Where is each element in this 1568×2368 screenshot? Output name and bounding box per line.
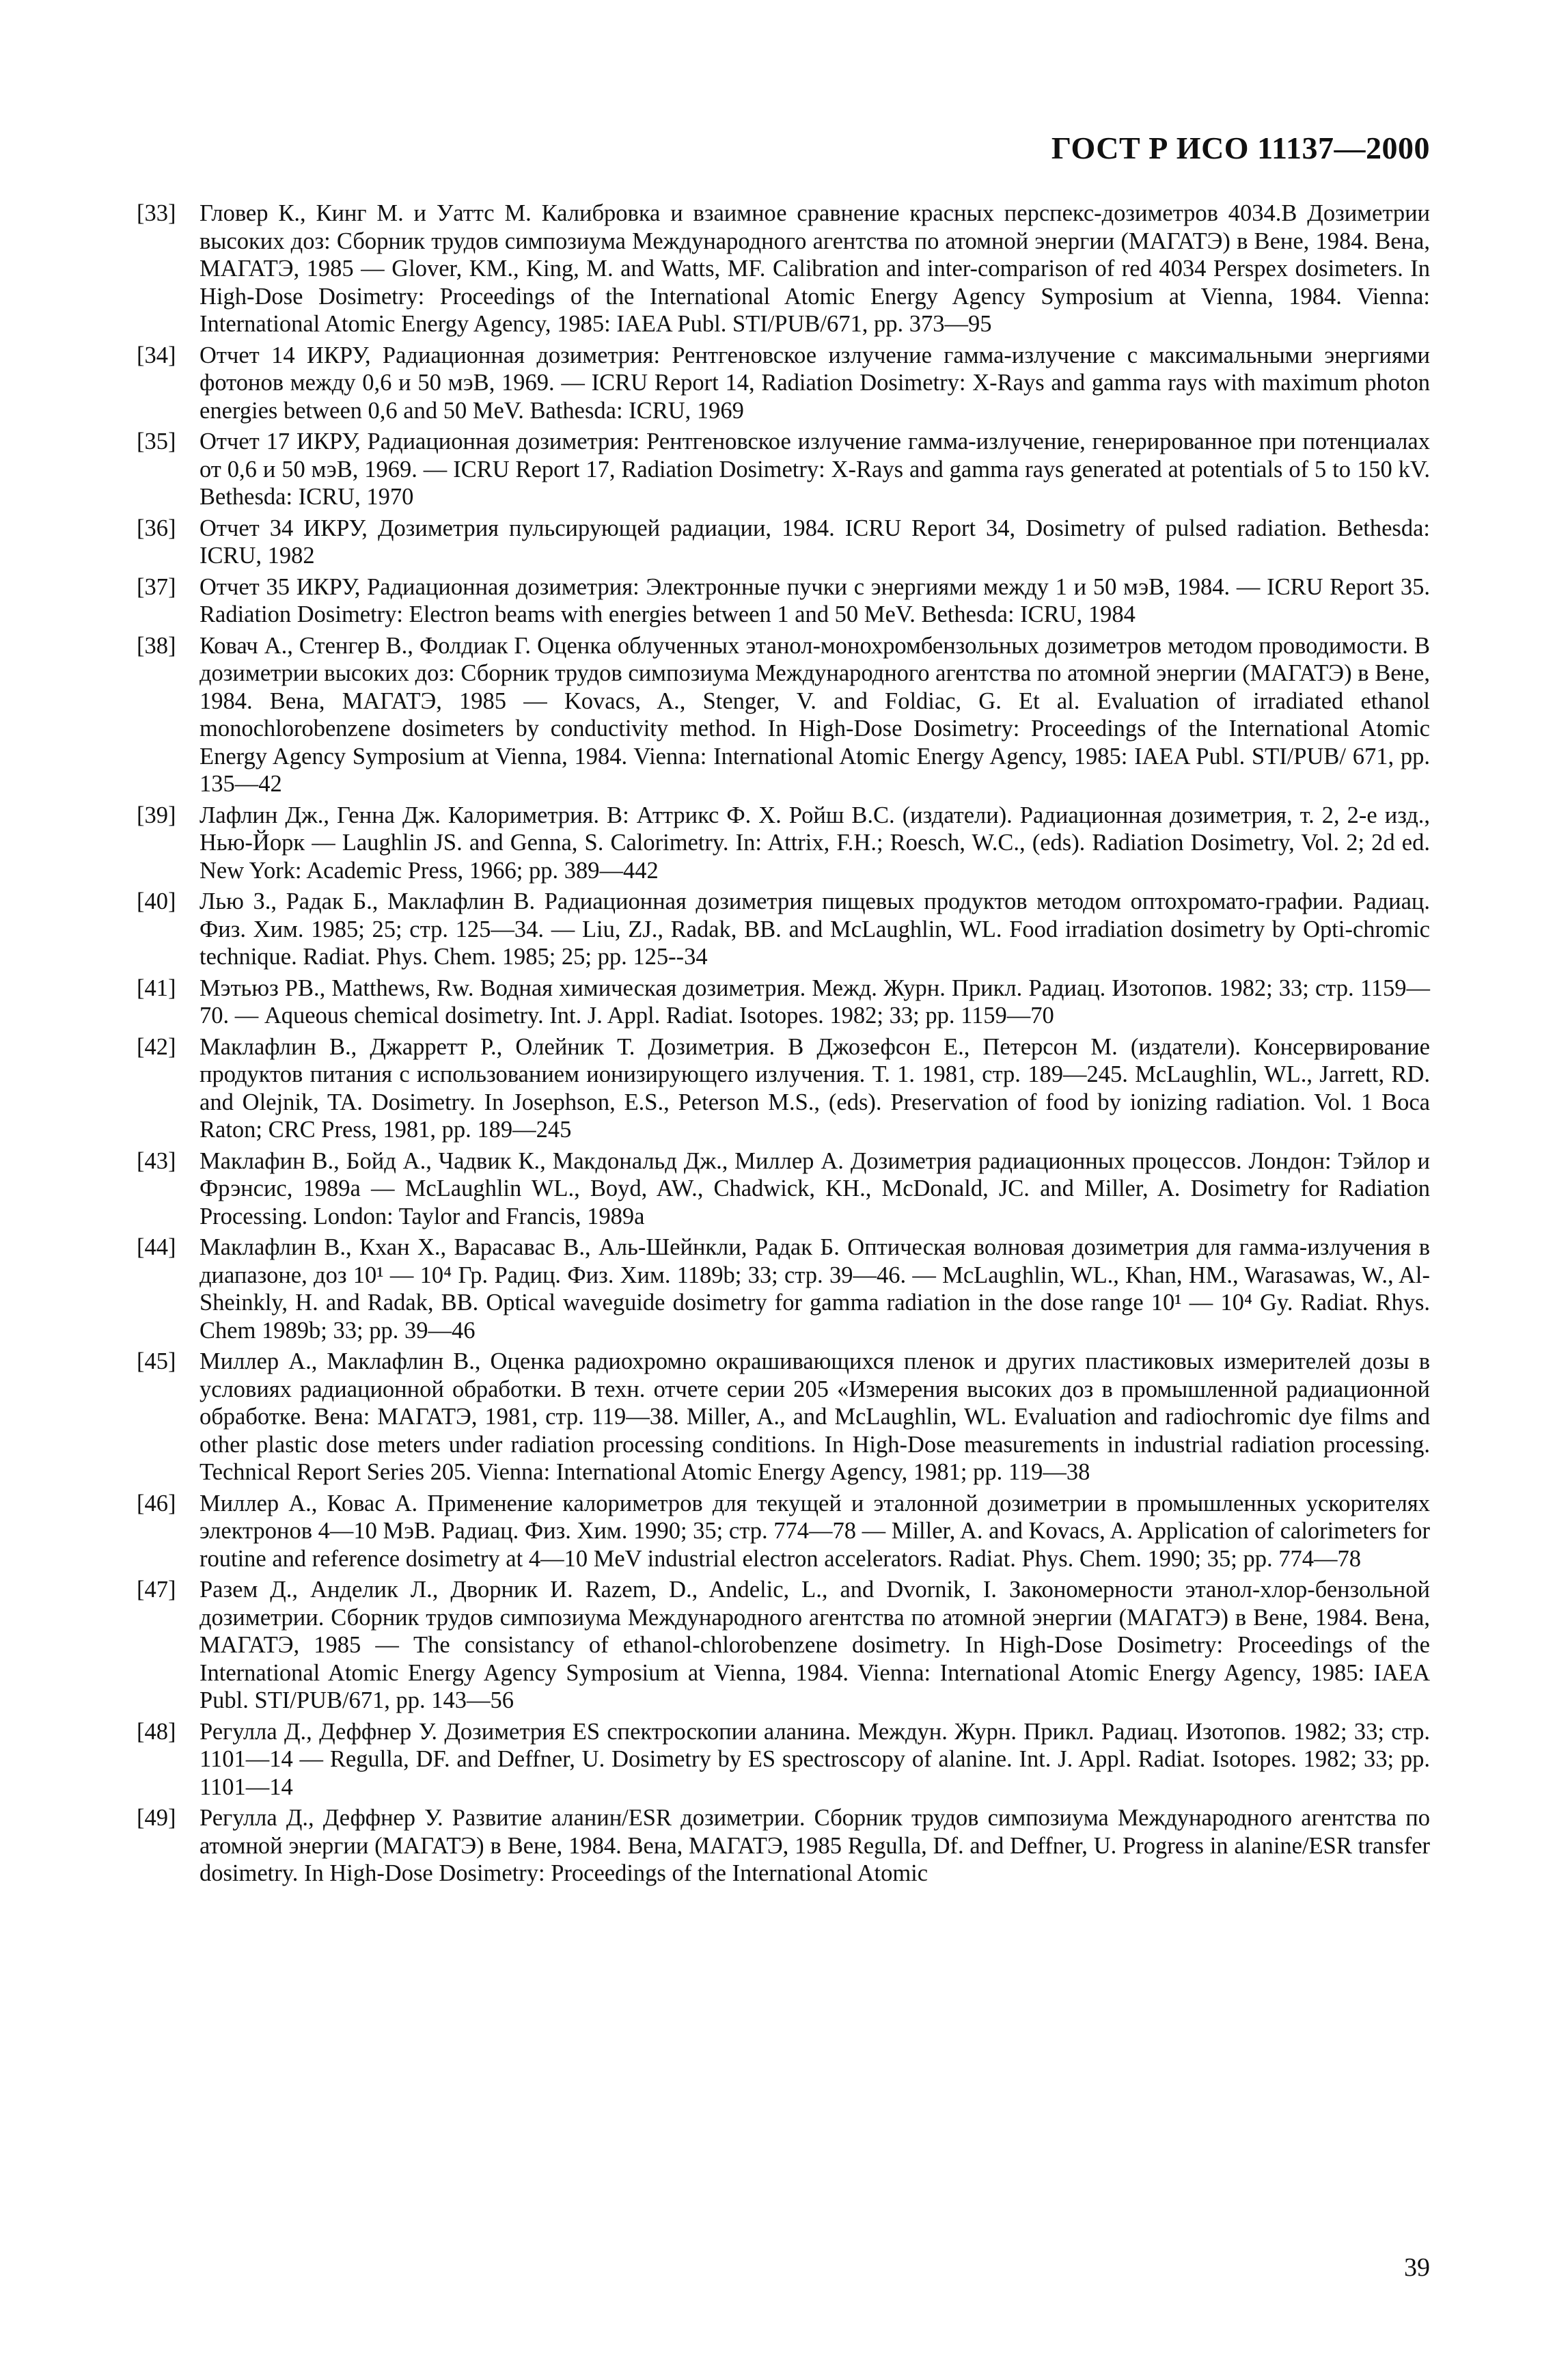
reference-text: Ковач А., Стенгер В., Фолдиак Г. Оценка облученных этанол-монохромбензольных дозиметров методом проводимости. В дозиметрии высоких доз: Сборник трудов симпозиума Международного агентства по атомной энергии (МАГАТЭ) в Вене, 1984. Вена, МАГАТЭ, 1985 — Kovacs, A., Stenger, V. and Foldiac, G. Et al. Evaluation of irradiated ethanol monochlorobenzene dosimeters by conductivity method. In High-Dose Dosimetry: Proceedings of the International Atomic Energy Agency Symposium at Vienna, 1984. Vienna: International Atomic Energy Agency, 1985: IAEA Publ. STI/PUB/ 671, pp. 135—42 <box>200 632 1430 797</box>
reference-item-46 <box>137 1490 1430 1573</box>
reference-text: Отчет 14 ИКРУ, Радиационная дозиметрия: Рентгеновское излучение гамма-излучение с максимальными энергиями фотонов между 0,6 и 50 мэВ, 1969. — ICRU Report 14, Radiation Dosimetry: X-Rays and gamma rays with maximum photon energies between 0,6 and 50 MeV. Bathesda: ICRU, 1969 <box>200 342 1430 424</box>
standard-code-header: ГОСТ Р ИСО 11137—2000 <box>1051 131 1430 165</box>
reference-item-45 <box>137 1348 1430 1486</box>
reference-number: [44] <box>137 1234 176 1260</box>
reference-number: [36] <box>137 515 176 541</box>
reference-item-33 <box>137 200 1430 338</box>
reference-item-49 <box>137 1804 1430 1888</box>
reference-number: [37] <box>137 573 176 600</box>
reference-text: Маклафлин В., Кхан Х., Варасавас В., Аль-Шейнкли, Радак Б. Оптическая волновая дозиметрия для гамма-излучения в диапазоне, доз 10¹ — 10⁴ Гр. Радиц. Физ. Хим. 1189b; 33; стр. 39—46. — McLaughlin, WL., Khan, HM., Warasawas, W., Al-Sheinkly, H. and Radak, BB. Optical waveguide dosimetry for gamma radiation in the dose range 10¹ — 10⁴ Gy. Radiat. Rhys. Chem 1989b; 33; pp. 39—46 <box>200 1234 1430 1344</box>
reference-text: Миллер А., Ковас А. Применение калориметров для текущей и эталонной дозиметрии в промышленных ускорителях электронов 4—10 МэВ. Радиац. Физ. Хим. 1990; 35; стр. 774—78 — Miller, A. and Kovacs, A. Application of calorimeters for routine and reference dosimetry at 4—10 MeV industrial electron accelerators. Radiat. Phys. Chem. 1990; 35; pp. 774—78 <box>200 1490 1430 1572</box>
reference-item-39 <box>137 802 1430 885</box>
reference-text: Регулла Д., Деффнер У. Дозиметрия ES спектроскопии аланина. Междун. Журн. Прикл. Радиац. Изотопов. 1982; 33; стр. 1101—14 — Regulla, DF. and Deffner, U. Dosimetry by ES spectroscopy of alanine. Int. J. Appl. Radiat. Isotopes. 1982; 33; pp. 1101—14 <box>200 1718 1430 1800</box>
reference-item-40 <box>137 888 1430 971</box>
reference-number: [46] <box>137 1490 176 1516</box>
reference-item-44 <box>137 1234 1430 1344</box>
reference-text: Маклафин В., Бойд А., Чадвик К., Макдональд Дж., Миллер А. Дозиметрия радиационных процессов. Лондон: Тэйлор и Фрэнсис, 1989а — McLaughlin WL., Boyd, AW., Chadwick, KH., McDonald, JC. and Miller, A. Dosimetry for Radiation Processing. London: Taylor and Francis, 1989a <box>200 1147 1430 1229</box>
reference-item-37 <box>137 573 1430 629</box>
reference-text: Отчет 35 ИКРУ, Радиационная дозиметрия: Электронные пучки с энергиями между 1 и 50 мэВ, 1984. — ICRU Report 35. Radiation Dosimetry: Electron beams with energies between 1 and 50 MeV. Bethesda: ICRU, 1984 <box>200 573 1430 627</box>
reference-list <box>137 200 1430 1891</box>
reference-text: Регулла Д., Деффнер У. Развитие аланин/ESR дозиметрии. Сборник трудов симпозиума Международного агентства по атомной энергии (МАГАТЭ) в Вене, 1984. Вена, МАГАТЭ, 1985 Regulla, Df. and Deffner, U. Progress in alanine/ESR transfer dosimetry. In High-Dose Dosimetry: Proceedings of the International Atomic <box>200 1805 1430 1886</box>
reference-text: Лью З., Радак Б., Маклафлин В. Радиационная дозиметрия пищевых продуктов методом оптохромато-графии. Радиац. Физ. Хим. 1985; 25; стр. 125—34. — Liu, ZJ., Radak, BB. and McLaughlin, WL. Food irradiation dosimetry by Opti-chromic technique. Radiat. Phys. Chem. 1985; 25; pp. 125--34 <box>200 888 1430 970</box>
reference-item-34 <box>137 342 1430 425</box>
reference-number: [39] <box>137 802 176 828</box>
reference-text: Отчет 34 ИКРУ, Дозиметрия пульсирующей радиации, 1984. ICRU Report 34, Dosimetry of pulsed radiation. Bethesda: ICRU, 1982 <box>200 515 1430 569</box>
reference-number: [35] <box>137 428 176 454</box>
reference-text: Гловер К., Кинг М. и Уаттс М. Калибровка и взаимное сравнение красных перспекс-дозиметров 4034.В Дозиметрии высоких доз: Сборник трудов симпозиума Международного агентства по атомной энергии (МАГАТЭ) в Вене, 1984. Вена, МАГАТЭ, 1985 — Glover, KM., King, M. and Watts, MF. Calibration and inter-comparison of red 4034 Perspex dosimeters. In High-Dose Dosimetry: Proceedings of the International Atomic Energy Agency Symposium at Vienna, 1984. Vienna: International Atomic Energy Agency, 1985: IAEA Publ. STI/PUB/671, pp. 373—95 <box>200 200 1430 337</box>
reference-item-38 <box>137 632 1430 798</box>
reference-number: [38] <box>137 632 176 659</box>
reference-item-47 <box>137 1576 1430 1715</box>
reference-item-42 <box>137 1033 1430 1144</box>
reference-number: [45] <box>137 1348 176 1374</box>
reference-item-48 <box>137 1718 1430 1801</box>
reference-text: Маклафлин В., Джарретт Р., Олейник Т. Дозиметрия. В Джозефсон Е., Петерсон М. (издатели). Консервирование продуктов питания с использованием ионизирующего излучения. Т. 1. 1981, стр. 189—245. McLaughlin, WL., Jarrett, RD. and Olejnik, TA. Dosimetry. In Josephson, E.S., Peterson M.S., (eds). Preservation of food by ionizing radiation. Vol. 1 Boca Raton; CRC Press, 1981, pp. 189—245 <box>200 1033 1430 1143</box>
page-number: 39 <box>1404 2253 1430 2282</box>
reference-number: [48] <box>137 1718 176 1745</box>
reference-text: Миллер А., Маклафлин В., Оценка радиохромно окрашивающихся пленок и других пластиковых измерителей дозы в условиях радиационной обработки. В техн. отчете серии 205 «Измерения высоких доз в промышленной радиационной обработке. Вена: МАГАТЭ, 1981, стр. 119—38. Miller, A., and McLaughlin, WL. Evaluation and radiochromic dye films and other plastic dose meters under radiation processing conditions. In High-Dose measurements in industrial radiation processing. Technical Report Series 205. Vienna: International Atomic Energy Agency, 1981; pp. 119—38 <box>200 1348 1430 1485</box>
reference-text: Отчет 17 ИКРУ, Радиационная дозиметрия: Рентгеновское излучение гамма-излучение, генерированное при потенциалах от 0,6 и 50 мэВ, 1969. — ICRU Report 17, Radiation Dosimetry: X-Rays and gamma rays generated at potentials of 5 to 150 kV. Bethesda: ICRU, 1970 <box>200 428 1430 510</box>
reference-text: Разем Д., Анделик Л., Дворник И. Razem, D., Andelic, L., and Dvornik, I. Закономерности этанол-хлор-бензольной дозиметрии. Сборник трудов симпозиума Международного агентства по атомной энергии (МАГАТЭ) в Вене, 1984. Вена, МАГАТЭ, 1985 — The consistancy of ethanol-chlorobenzene dosimetry. In High-Dose Dosimetry: Proceedings of the International Atomic Energy Agency Symposium at Vienna, 1984. Vienna: International Atomic Energy Agency, 1985: IAEA Publ. STI/PUB/671, pp. 143—56 <box>200 1577 1430 1713</box>
reference-item-43 <box>137 1147 1430 1231</box>
reference-number: [49] <box>137 1805 176 1831</box>
reference-text: Мэтьюз РВ., Matthews, Rw. Водная химическая дозиметрия. Межд. Журн. Прикл. Радиац. Изотопов. 1982; 33; стр. 1159—70. — Aqueous chemical dosimetry. Int. J. Appl. Radiat. Isotopes. 1982; 33; pp. 1159—70 <box>200 975 1430 1029</box>
reference-number: [34] <box>137 342 176 368</box>
reference-number: [42] <box>137 1033 176 1060</box>
reference-number: [47] <box>137 1577 176 1603</box>
reference-text: Лафлин Дж., Генна Дж. Калориметрия. В: Аттрикс Ф. Х. Ройш В.С. (издатели). Радиационная дозиметрия, т. 2, 2-е изд., Нью-Йорк — Laughlin JS. and Genna, S. Calorimetry. In: Attrix, F.H.; Roesch, W.C., (eds). Radiation Dosimetry, Vol. 2; 2d ed. New York: Academic Press, 1966; pp. 389—442 <box>200 802 1430 884</box>
reference-item-41 <box>137 975 1430 1030</box>
reference-number: [41] <box>137 975 176 1001</box>
reference-number: [33] <box>137 200 176 226</box>
reference-item-36 <box>137 515 1430 570</box>
reference-number: [43] <box>137 1147 176 1174</box>
reference-item-35 <box>137 428 1430 511</box>
reference-number: [40] <box>137 888 176 914</box>
